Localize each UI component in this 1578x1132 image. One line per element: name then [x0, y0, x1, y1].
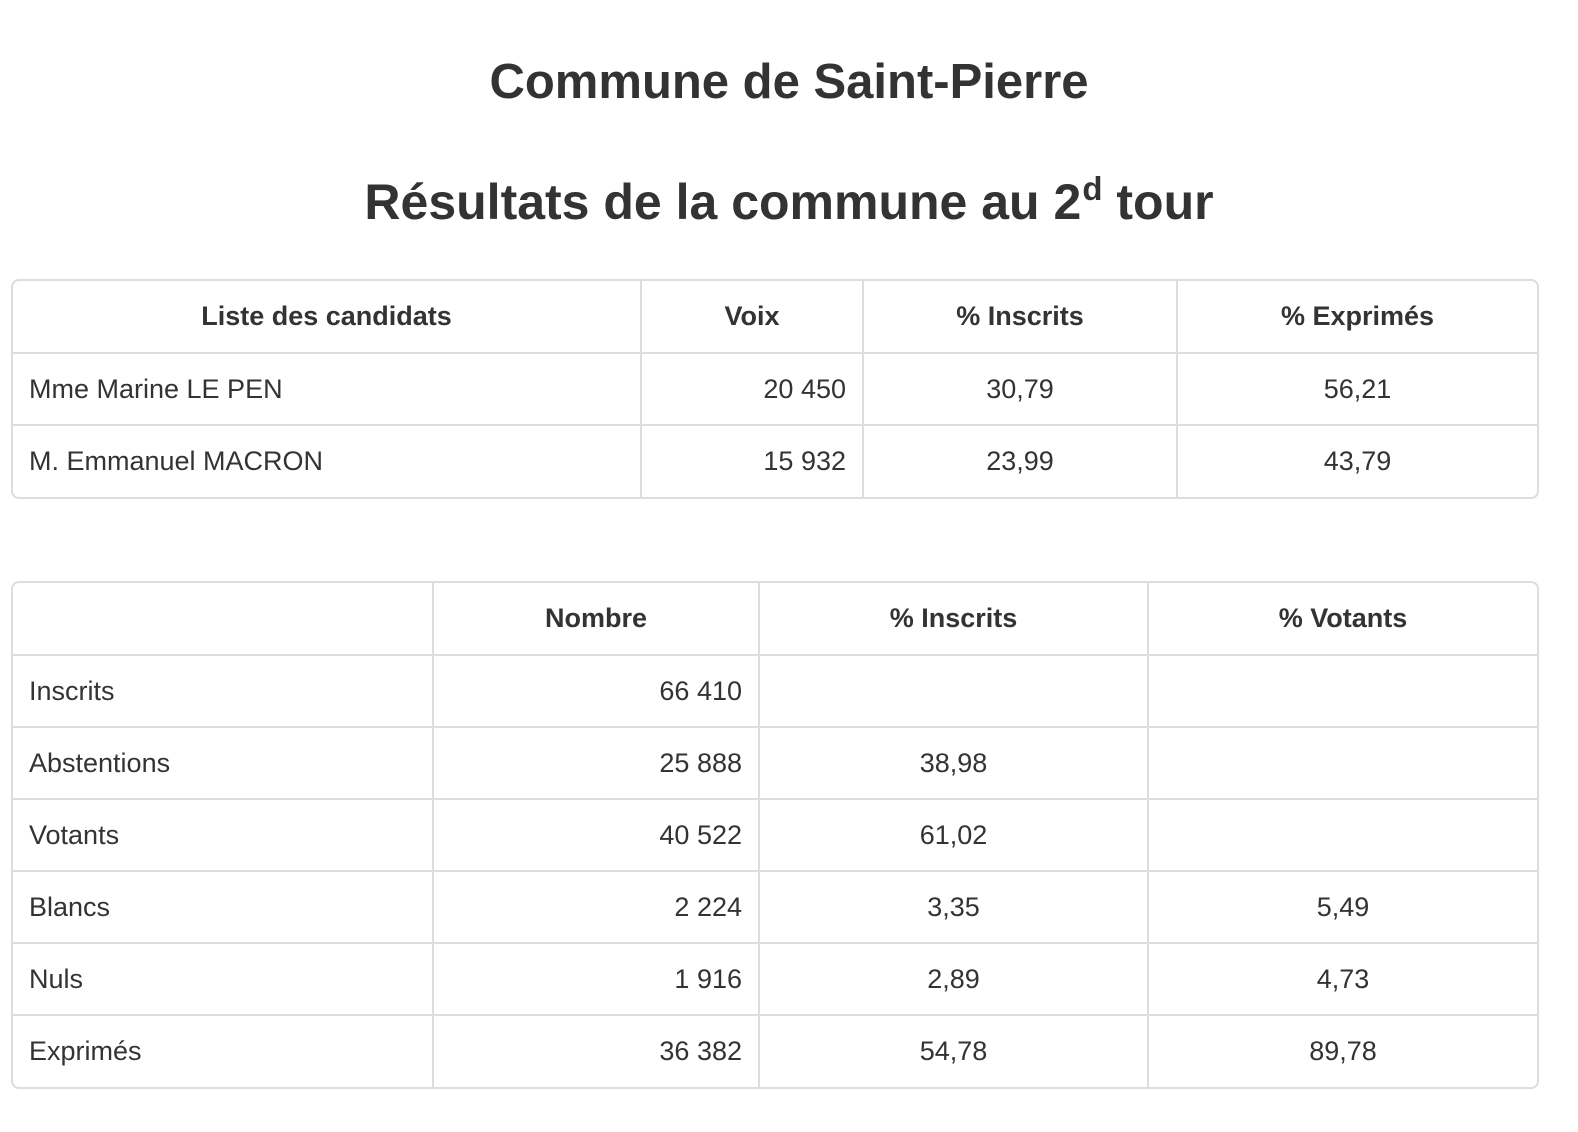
- summary-header-row: [13, 583, 1537, 655]
- row-nombre: 66 410: [433, 655, 759, 727]
- table-row: [13, 799, 1537, 871]
- subtitle-prefix: Résultats de la commune au 2: [364, 174, 1082, 230]
- table-row: [13, 727, 1537, 799]
- candidate-pct-inscrits: 30,79: [863, 353, 1177, 425]
- table-row: [13, 353, 1537, 425]
- col-header-pct-exprimes: % Exprimés: [1177, 281, 1537, 353]
- row-pct-votants: [1148, 727, 1537, 799]
- row-label: Exprimés: [13, 1015, 433, 1087]
- row-nombre: 25 888: [433, 727, 759, 799]
- candidate-name: Mme Marine LE PEN: [13, 353, 641, 425]
- row-pct-inscrits: 61,02: [759, 799, 1148, 871]
- row-pct-votants: 89,78: [1148, 1015, 1537, 1087]
- subtitle-superscript: d: [1082, 170, 1103, 207]
- row-pct-inscrits: 2,89: [759, 943, 1148, 1015]
- table-row: [13, 1015, 1537, 1087]
- row-label: Votants: [13, 799, 433, 871]
- summary-table: [11, 581, 1539, 1089]
- page-title: Commune de Saint-Pierre: [489, 55, 1089, 109]
- page-subtitle: [0, 172, 1578, 238]
- col-header-voix: Voix: [641, 281, 863, 353]
- row-nombre: 2 224: [433, 871, 759, 943]
- col-header-empty: [13, 583, 433, 655]
- row-pct-inscrits: [759, 655, 1148, 727]
- candidate-pct-exprimes: 56,21: [1177, 353, 1537, 425]
- row-label: Nuls: [13, 943, 433, 1015]
- row-pct-votants: 4,73: [1148, 943, 1537, 1015]
- row-nombre: 1 916: [433, 943, 759, 1015]
- col-header-pct-votants: % Votants: [1148, 583, 1537, 655]
- candidates-header-row: [13, 281, 1537, 353]
- row-pct-votants: 5,49: [1148, 871, 1537, 943]
- candidate-name: M. Emmanuel MACRON: [13, 425, 641, 497]
- table-row: [13, 425, 1537, 497]
- row-pct-votants: [1148, 799, 1537, 871]
- col-header-candidates: Liste des candidats: [13, 281, 641, 353]
- row-pct-votants: [1148, 655, 1537, 727]
- col-header-pct-inscrits: % Inscrits: [759, 583, 1148, 655]
- row-nombre: 40 522: [433, 799, 759, 871]
- candidate-pct-inscrits: 23,99: [863, 425, 1177, 497]
- table-row: [13, 943, 1537, 1015]
- subtitle-suffix: tour: [1102, 174, 1214, 230]
- candidates-table: [11, 279, 1539, 499]
- col-header-nombre: Nombre: [433, 583, 759, 655]
- candidate-pct-exprimes: 43,79: [1177, 425, 1537, 497]
- candidate-voix: 20 450: [641, 353, 863, 425]
- row-pct-inscrits: 38,98: [759, 727, 1148, 799]
- row-pct-inscrits: 3,35: [759, 871, 1148, 943]
- col-header-pct-inscrits: % Inscrits: [863, 281, 1177, 353]
- row-label: Inscrits: [13, 655, 433, 727]
- row-pct-inscrits: 54,78: [759, 1015, 1148, 1087]
- row-label: Abstentions: [13, 727, 433, 799]
- table-row: [13, 871, 1537, 943]
- table-row: [13, 655, 1537, 727]
- row-label: Blancs: [13, 871, 433, 943]
- candidate-voix: 15 932: [641, 425, 863, 497]
- row-nombre: 36 382: [433, 1015, 759, 1087]
